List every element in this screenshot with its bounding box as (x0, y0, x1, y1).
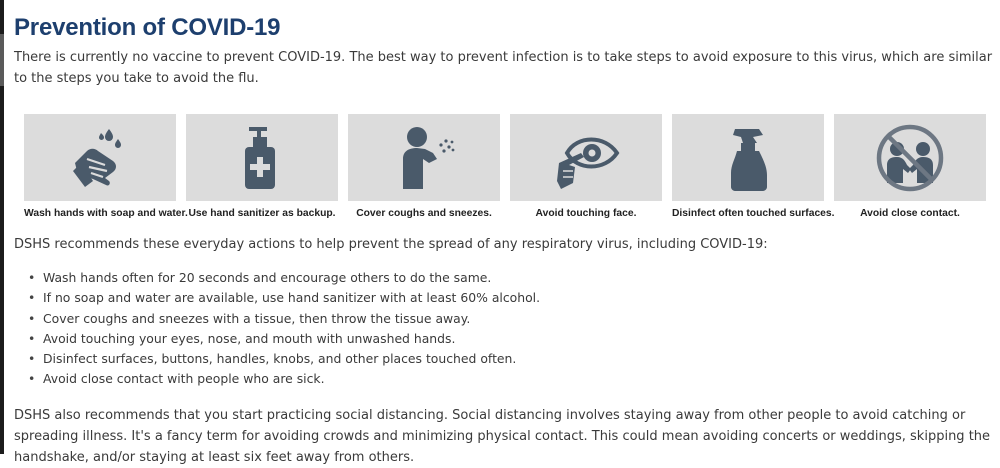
list-item: • Wash hands often for 20 seconds and encourage others to do the same. (28, 268, 1000, 288)
window-edge (0, 0, 4, 454)
icon-label: Use hand sanitizer as backup. (188, 208, 336, 219)
intro-paragraph: There is currently no vaccine to prevent COVID-19. The best way to prevent infection is to take steps to avoid exposure to this virus, which are similar to the steps you take to avoid the flu. (14, 50, 993, 86)
icon-label: Avoid close contact. (860, 208, 960, 219)
icon-card-disinfect (672, 114, 835, 219)
icon-card-wash-hands (24, 114, 188, 219)
list-item: • Avoid close contact with people who are sick. (28, 369, 1000, 389)
disinfect-spray-icon (713, 123, 783, 193)
cover-cough-icon (389, 123, 459, 193)
prevention-tips-list (28, 268, 1000, 390)
icon-label: Avoid touching face. (535, 208, 637, 219)
list-item: • If no soap and water are available, use hand sanitizer with at least 60% alcohol. (28, 288, 1000, 308)
icon-card-hand-sanitizer (186, 114, 338, 219)
social-distancing-paragraph: DSHS also recommends that you start practicing social distancing. Social distancing involves staying away from other people to avoid catching or spreading illness. It's a fancy term for avoiding crowds and minimizing physical contact. This could mean avoiding concerts or weddings, skipping the handshake, and/or staying at least six feet away from others. (14, 407, 991, 465)
icon-card-avoid-contact (834, 114, 986, 219)
avoid-touching-face-icon (551, 123, 621, 193)
icon-card-cover-cough (348, 114, 500, 219)
recommendations-intro: DSHS recommends these everyday actions to help prevent the spread of any respiratory virus, including COVID-19: (14, 237, 768, 252)
hand-sanitizer-icon (227, 123, 297, 193)
prevention-icons-row (24, 114, 1000, 219)
wash-hands-icon (65, 123, 135, 193)
icon-label: Wash hands with soap and water. (24, 208, 188, 219)
list-item: • Disinfect surfaces, buttons, handles, knobs, and other places touched often. (28, 349, 1000, 369)
icon-label: Disinfect often touched surfaces. (672, 208, 835, 219)
icon-label: Cover coughs and sneezes. (356, 208, 492, 219)
page-title: Prevention of COVID-19 (14, 14, 281, 41)
page-content (14, 0, 1000, 468)
icon-card-avoid-touching-face (510, 114, 662, 219)
list-item: • Cover coughs and sneezes with a tissue, then throw the tissue away. (28, 309, 1000, 329)
avoid-close-contact-icon (875, 123, 945, 193)
list-item: • Avoid touching your eyes, nose, and mouth with unwashed hands. (28, 329, 1000, 349)
